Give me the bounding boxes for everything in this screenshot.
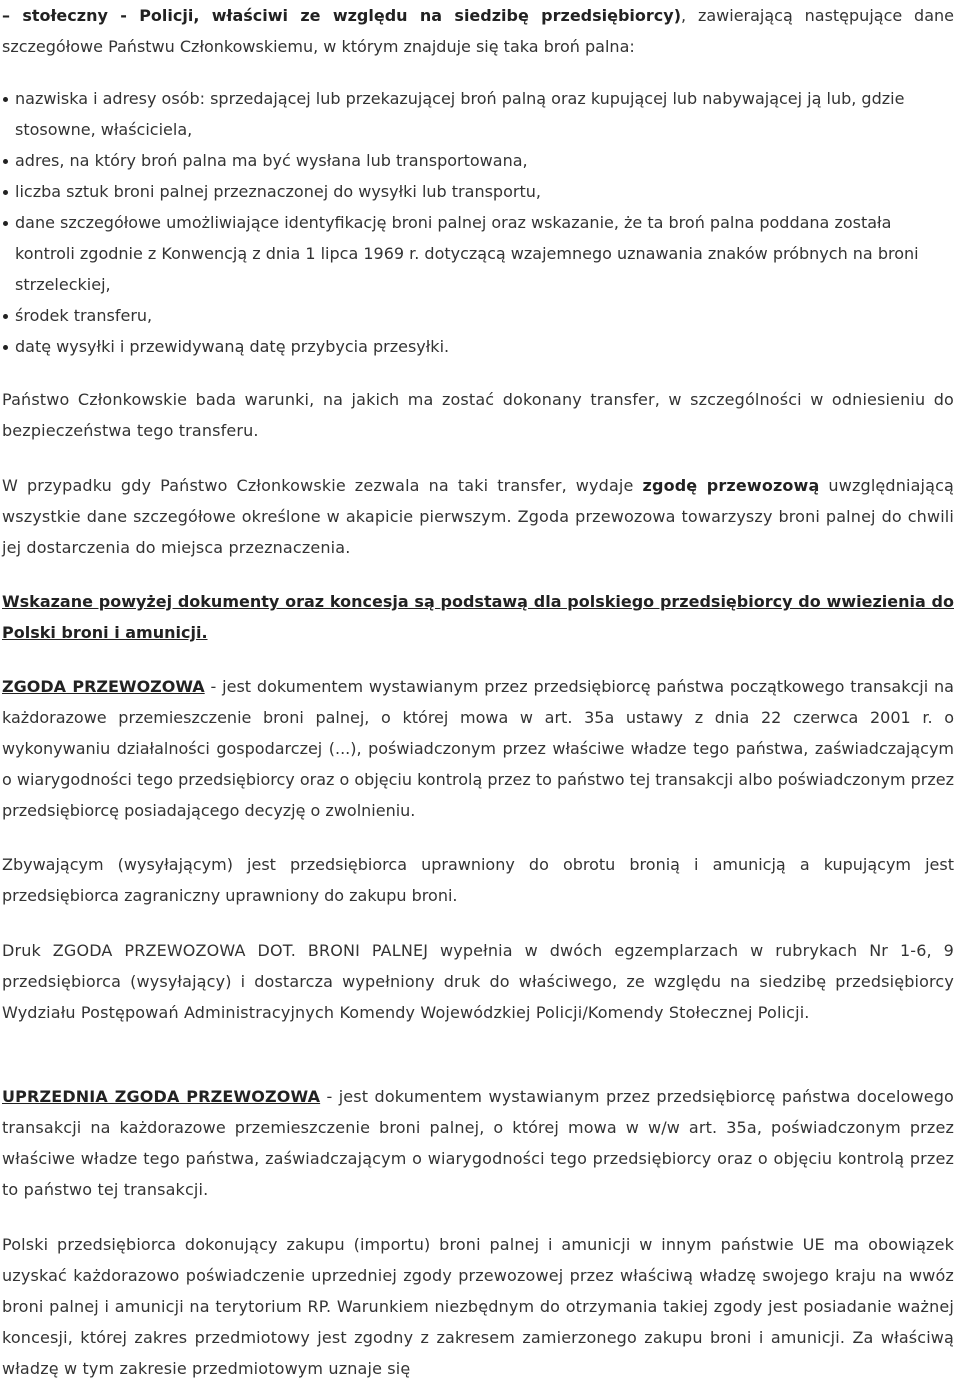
prior-permit-term: UPRZEDNIA ZGODA PRZEWOZOWA bbox=[2, 1087, 321, 1106]
list-item: dane szczegółowe umożliwiające identyfikację broni palnej oraz wskazanie, że ta broń palna poddana została kontroli zgodnie z Konwencją z dnia 1 lipca 1969 r. dotyczącą wzajemnego uznawania znaków próbnych na broni strzeleckiej, bbox=[2, 207, 952, 300]
consent-text-before: W przypadku gdy Państwo Członkowskie zezwala na taki transfer, wydaje bbox=[2, 476, 643, 495]
documents-basis-heading: Wskazane powyżej dokumenty oraz koncesja są podstawą dla polskiego przedsiębiorcy do wwiezienia do Polski broni i amunicji. bbox=[2, 592, 954, 642]
intro-lead: – stołeczny - Policji, właściwi ze względu na siedzibę przedsiębiorcy) bbox=[2, 6, 682, 25]
transfer-permit-definition bbox=[2, 671, 954, 826]
intro-rest: , zawierającą następujące dane szczegółowe Państwu Członkowskiemu, w którym znajduje się taka broń palna: bbox=[2, 6, 954, 56]
consent-emphasis: zgodę przewozową bbox=[642, 476, 820, 495]
prior-permit-definition bbox=[2, 1081, 954, 1205]
transfer-conditions-paragraph: Państwo Członkowskie bada warunki, na jakich ma zostać dokonany transfer, w szczególności w odniesieniu do bezpieczeństwa tego transferu. bbox=[2, 390, 954, 440]
transfer-consent-paragraph bbox=[2, 470, 954, 563]
prior-permit-text: - jest dokumentem wystawianym przez przedsiębiorcę państwa docelowego transakcji na każdorazowe przemieszczenie broni palnej, o której mowa w w/w art. 35a, poświadczonym przez właściwe władze tego państwa, zaświadczającym o wiarygodności tego przedsiębiorcy oraz o objęciu kontrolą przez to państwo tej transakcji. bbox=[2, 1087, 954, 1199]
polish-importer-paragraph: Polski przedsiębiorca dokonujący zakupu (importu) broni palnej i amunicji w innym państwie UE ma obowiązek uzyskać każdorazowo poświadczenie uprzedniej zgody przewozowej przez właściwą władzę swojego kraju na wwóz broni palnej i amunicji na terytorium RP. Warunkiem niezbędnym do otrzymania takiej zgody jest posiadanie ważnej koncesji, której zakres przedmiotowy jest zgodny z zakresem zamierzonego zakupu broni i amunicji. Za właściwą władzę w tym zakresie przedmiotowym uznaje się bbox=[2, 1235, 954, 1378]
transfer-permit-text: - jest dokumentem wystawianym przez przedsiębiorcę państwa początkowego transakcji na każdorazowe przemieszczenie broni palnej, o której mowa w art. 35a ustawy z dnia 22 czerwca 2001 r. o wykonywaniu działalności gospodarczej (...), poświadczonym przez właściwe władze tego państwa, zaświadczającym o wiarygodności tego przedsiębiorcy oraz o objęciu kontrolą przez to państwo tej transakcji albo poświadczonym przez przedsiębiorcę posiadającego decyzję o zwolnieniu. bbox=[2, 677, 954, 820]
transfer-permit-term: ZGODA PRZEWOZOWA bbox=[2, 677, 205, 696]
intro-paragraph bbox=[2, 0, 954, 62]
form-instructions-paragraph: Druk ZGODA PRZEWOZOWA DOT. BRONI PALNEJ wypełnia w dwóch egzemplarzach w rubrykach Nr 1-6, 9 przedsiębiorca (wysyłający) i dostarcza wypełniony druk do właściwego, ze względu na siedzibę przedsiębiorcy Wydziału Postępowań Administracyjnych Komendy Wojewódzkiej Policji/Komendy Stołecznej Policji. bbox=[2, 941, 954, 1022]
seller-buyer-paragraph: Zbywającym (wysyłającym) jest przedsiębiorca uprawniony do obrotu bronią i amunicją a kupującym jest przedsiębiorca zagraniczny uprawniony do zakupu broni. bbox=[2, 855, 954, 905]
list-item: środek transferu, bbox=[2, 300, 952, 331]
list-item: datę wysyłki i przewidywaną datę przybycia przesyłki. bbox=[2, 331, 952, 362]
list-item: nazwiska i adresy osób: sprzedającej lub przekazującej broń palną oraz kupującej lub nabywającej ją lub, gdzie stosowne, właściciela, bbox=[2, 83, 952, 145]
list-item: liczba sztuk broni palnej przeznaczonej do wysyłki lub transportu, bbox=[2, 176, 952, 207]
required-data-list bbox=[2, 83, 952, 362]
consent-text-after: uwzględniającą wszystkie dane szczegółowe określone w akapicie pierwszym. Zgoda przewozowa towarzyszy broni palnej do chwili jej dostarczenia do miejsca przeznaczenia. bbox=[2, 476, 955, 557]
list-item: adres, na który broń palna ma być wysłana lub transportowana, bbox=[2, 145, 952, 176]
